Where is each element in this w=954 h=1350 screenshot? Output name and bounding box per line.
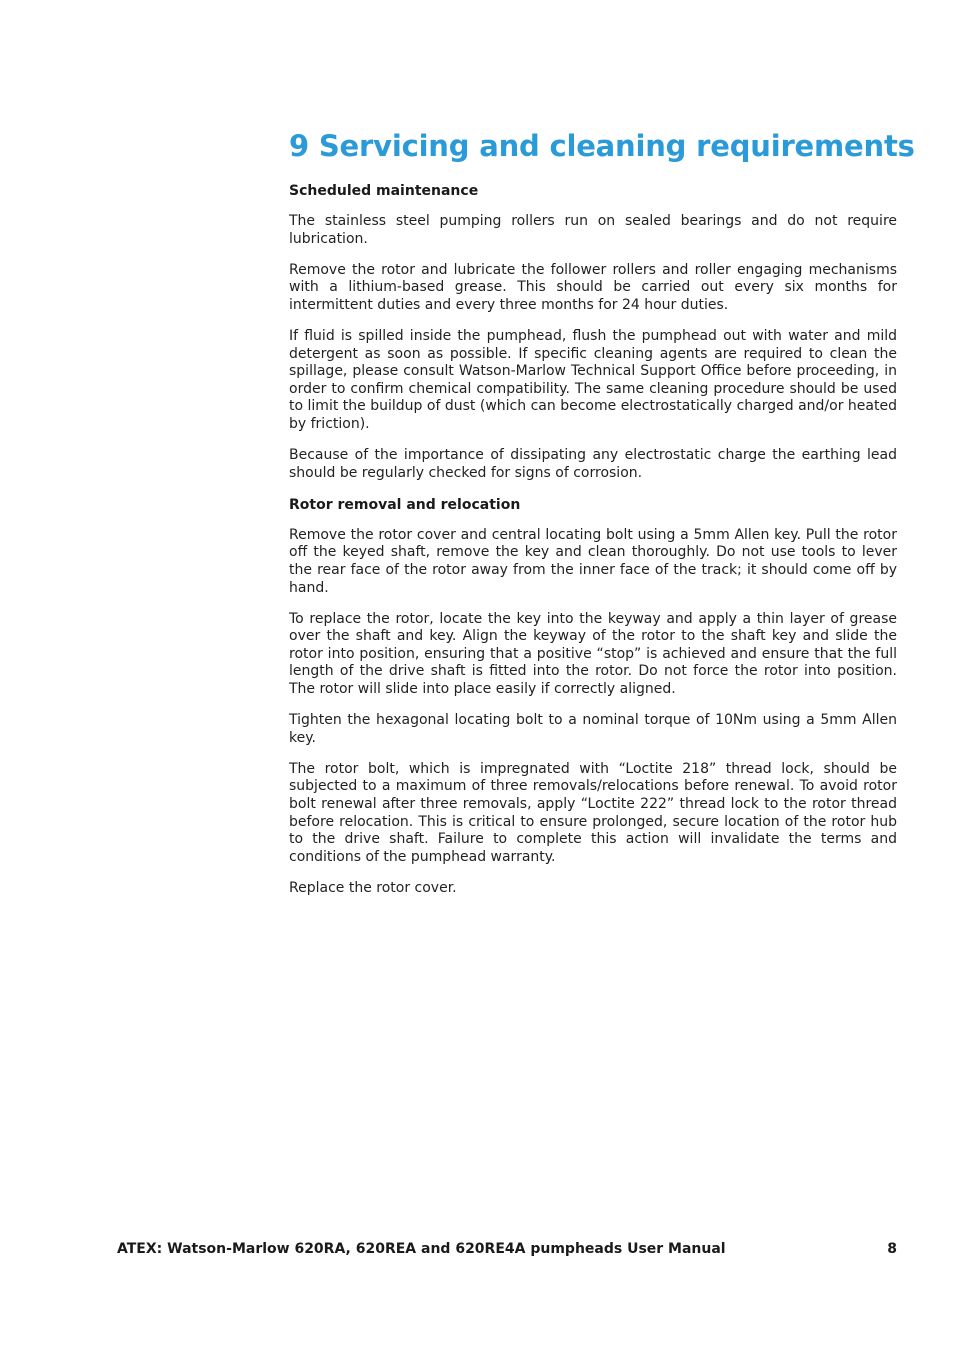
section-scheduled-maintenance xyxy=(289,182,897,482)
page-number: 8 xyxy=(887,1241,897,1257)
main-content xyxy=(289,128,915,911)
paragraph: Because of the importance of dissipating any electrostatic charge the earthing lead should be regularly checked for signs of corrosion. xyxy=(289,447,897,481)
section-heading: Scheduled maintenance xyxy=(289,183,479,199)
paragraph: To replace the rotor, locate the key into the keyway and apply a thin layer of grease over the shaft and key. Align the keyway of the rotor to the shaft key and slide the rotor into position, ensuring that a positive “stop” is achieved and ensure that the full length of the drive shaft is fitted into the rotor. Do not force the rotor into position. The rotor will slide into place easily if correctly aligned. xyxy=(289,610,897,697)
paragraph: The stainless steel pumping rollers run on sealed bearings and do not require lubrication. xyxy=(289,213,897,247)
paragraph: The rotor bolt, which is impregnated with “Loctite 218” thread lock, should be subjected to a maximum of three removals/relocations before renewal. To avoid rotor bolt renewal after three removals, apply “Loctite 222” thread lock to the rotor thread before relocation. This is critical to ensure prolonged, secure location of the rotor hub to the drive shaft. Failure to complete this action will invalidate the terms and conditions of the pumphead warranty. xyxy=(289,760,897,865)
paragraph: Remove the rotor cover and central locating bolt using a 5mm Allen key. Pull the rotor off the keyed shaft, remove the key and clean thoroughly. Do not use tools to lever the rear face of the rotor away from the inner face of the track; it should come off by hand. xyxy=(289,526,897,596)
paragraph: Tighten the hexagonal locating bolt to a nominal torque of 10Nm using a 5mm Allen key. xyxy=(289,712,897,746)
paragraph: Remove the rotor and lubricate the follower rollers and roller engaging mechanisms with a lithium-based grease. This should be carried out every six months for intermittent duties and every three months for 24 hour duties. xyxy=(289,261,897,313)
section-heading: Rotor removal and relocation xyxy=(289,496,521,513)
paragraph: Replace the rotor cover. xyxy=(289,879,457,896)
paragraph: If fluid is spilled inside the pumphead, flush the pumphead out with water and mild detergent as soon as possible. If specific cleaning agents are required to clean the spillage, please consult Watson-Marlow Technical Support Office before proceeding, in order to confirm chemical compatibility. The same cleaning procedure should be used to limit the buildup of dust (which can become electrostatically charged and/or heated by friction). xyxy=(289,327,897,432)
page-title: 9 Servicing and cleaning requirements xyxy=(289,129,915,163)
section-rotor-removal xyxy=(289,496,897,898)
footer-title: ATEX: Watson-Marlow 620RA, 620REA and 620RE4A pumpheads User Manual xyxy=(117,1241,726,1257)
